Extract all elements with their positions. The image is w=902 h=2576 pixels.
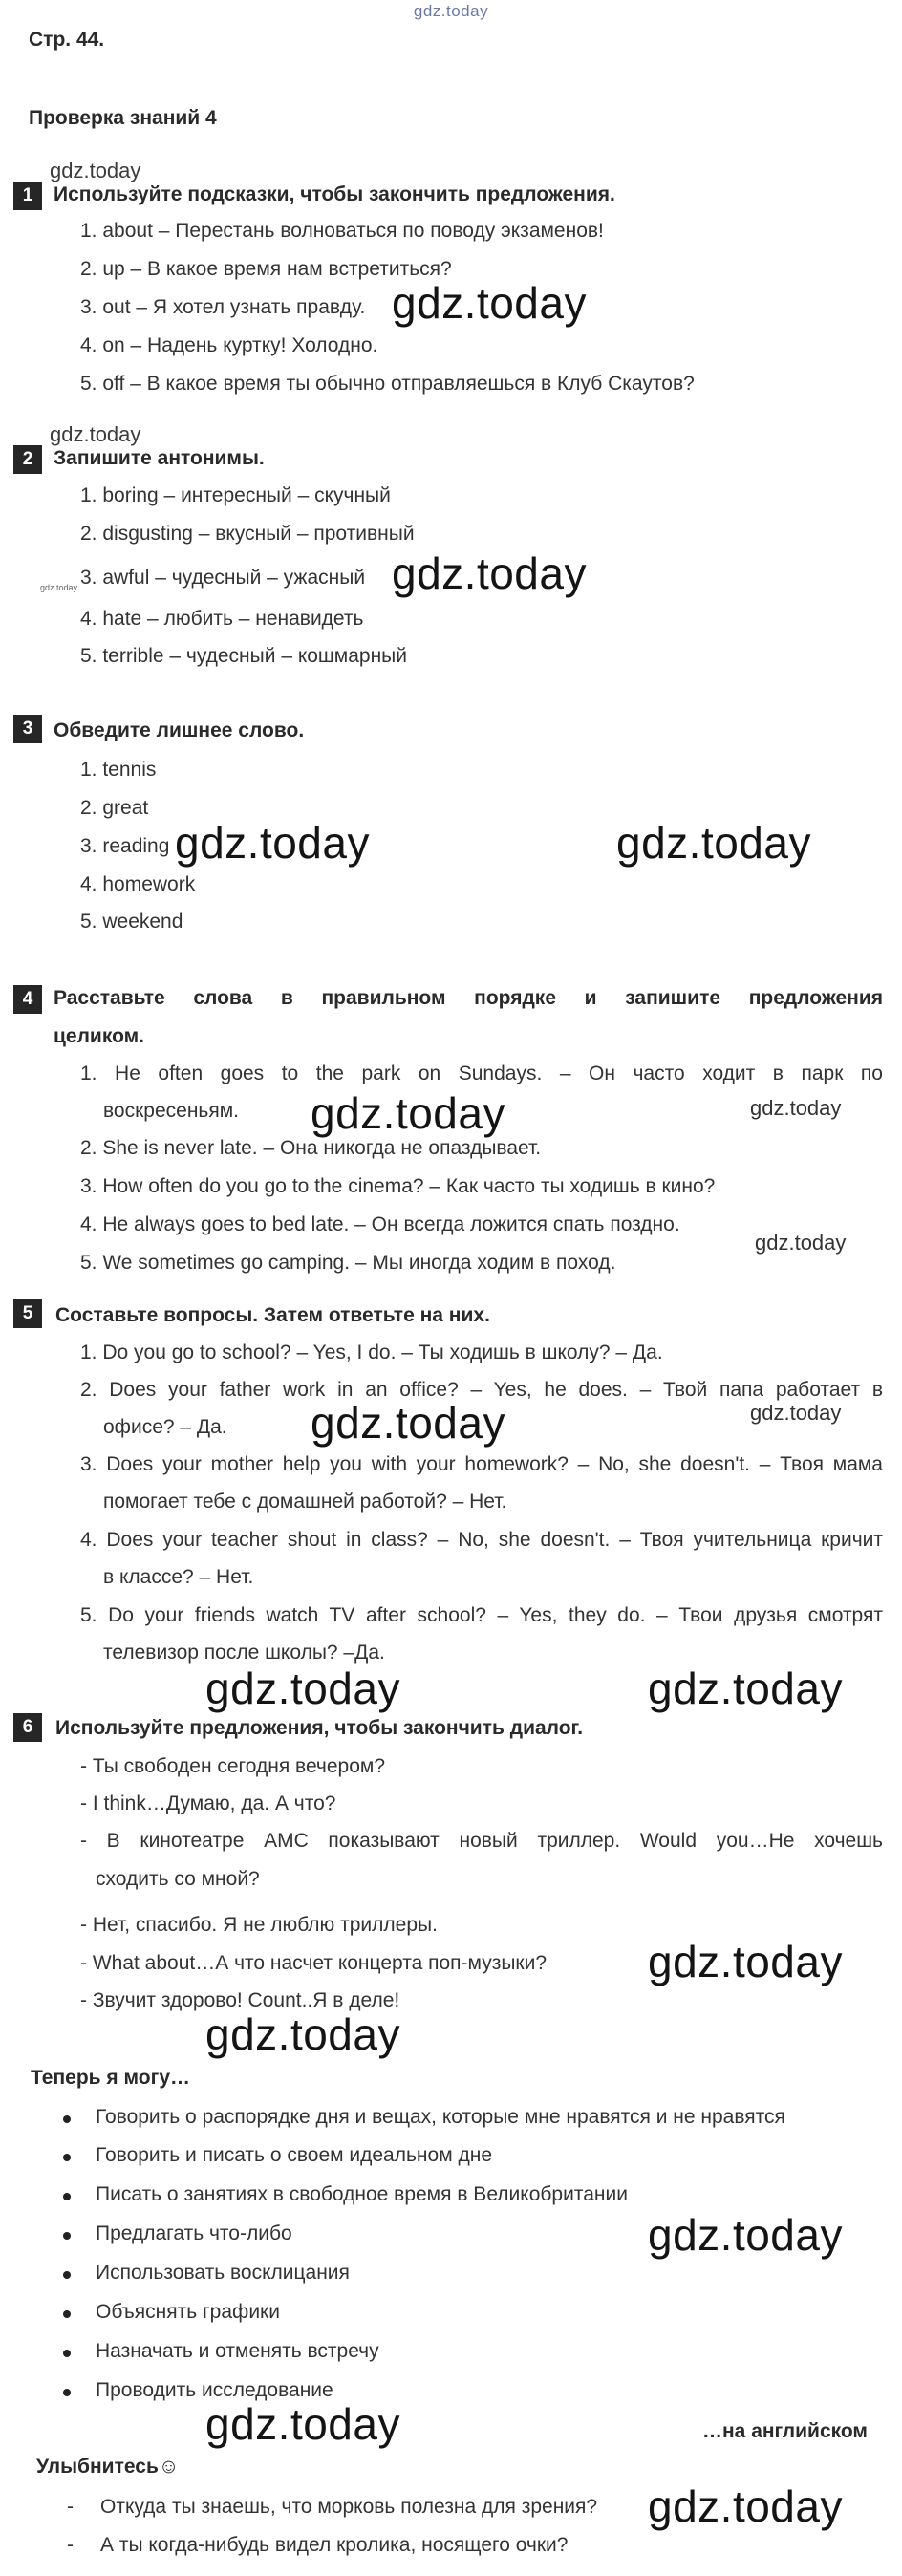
exercise-1-item-5: 5. off – В какое время ты обычно отправляешься в Клуб Скаутов? [80, 373, 695, 395]
can-do-item-6: Объяснять графики [96, 2301, 280, 2323]
exercise-4-number: 4 [13, 985, 42, 1014]
can-do-item-2: Говорить и писать о своем идеальном дне [96, 2144, 493, 2166]
exercise-1-number: 1 [13, 182, 42, 210]
exercise-2-item-2: 2. disgusting – вкусный – противный [80, 523, 415, 545]
exercise-5-item-4-line-2: в классе? – Нет. [103, 1566, 254, 1588]
exercise-4-item-3: 3. How often do you go to the cinema? – Как часто ты ходишь в кино? [80, 1175, 716, 1197]
watermark: gdz.today [50, 422, 141, 446]
bullet-icon [63, 2154, 71, 2161]
watermark: gdz.today [50, 159, 141, 182]
exercise-4-item-4: 4. He always goes to bed late. – Он всегда ложится спать поздно. [80, 1213, 680, 1235]
exercise-4-item-2: 2. She is never late. – Она никогда не опаздывает. [80, 1137, 542, 1159]
page-number: Стр. 44. [29, 29, 105, 51]
can-do-item-5: Использовать восклицания [96, 2262, 350, 2284]
exercise-4-title-line-1: Расставьте слова в правильном порядке и запишите предложения [54, 987, 883, 1009]
watermark: gdz.today [648, 1664, 843, 1713]
exercise-3-item-3: 3. reading [80, 835, 170, 857]
exercise-6-title: Используйте предложения, чтобы закончить диалог. [55, 1717, 584, 1739]
exercise-3-number: 3 [13, 715, 42, 743]
watermark: gdz.today [205, 2009, 400, 2059]
watermark: gdz.today [648, 1937, 843, 1986]
watermark: gdz.today [311, 1088, 505, 1138]
exercise-2-item-1: 1. boring – интересный – скучный [80, 484, 391, 506]
bullet-icon [63, 2310, 71, 2318]
exercise-3-item-1: 1. tennis [80, 759, 157, 781]
watermark: gdz.today [205, 1664, 400, 1713]
watermark: gdz.today [311, 1398, 505, 1448]
dialog-line-5: - What about…А что насчет концерта поп-музыки? [80, 1952, 548, 1974]
exercise-5-item-1: 1. Do you go to school? – Yes, I do. – Ты ходишь в школу? – Да. [80, 1342, 663, 1363]
page-heading: Проверка знаний 4 [29, 107, 217, 129]
bullet-icon [63, 2193, 71, 2200]
smile-title: Улыбнитесь☺ [36, 2456, 180, 2478]
exercise-2-title: Запишите антонимы. [54, 447, 265, 469]
exercise-5-item-5-line-1: 5. Do your friends watch TV after school? – Yes, they do. – Твои друзья смотрят [80, 1604, 883, 1626]
exercise-2-item-4: 4. hate – любить – ненавидеть [80, 608, 364, 630]
dialog-line-6: - Звучит здорово! Count..Я в деле! [80, 1989, 400, 2011]
exercise-5-item-5-line-2: телевизор после школы? –Да. [103, 1642, 385, 1664]
exercise-1-title: Используйте подсказки, чтобы закончить предложения. [54, 183, 615, 205]
watermark: gdz.today [40, 583, 78, 592]
dialog-line-1: - Ты свободен сегодня вечером? [80, 1755, 386, 1777]
smile-item-2: А ты когда-нибудь видел кролика, носящего очки? [100, 2534, 569, 2556]
exercise-5-title: Составьте вопросы. Затем ответьте на них. [55, 1304, 490, 1326]
exercise-5-item-3-line-2: помогает тебе с домашней работой? – Нет. [103, 1491, 507, 1513]
dash-marker: - [67, 2534, 74, 2556]
can-do-item-3: Писать о занятиях в свободное время в Великобритании [96, 2183, 628, 2205]
bullet-icon [63, 2350, 71, 2357]
can-do-item-4: Предлагать что-либо [96, 2222, 292, 2244]
bullet-icon [63, 2232, 71, 2240]
exercise-4-item-1-line-1: 1. He often goes to the park on Sundays. – Он часто ходит в парк по [80, 1063, 883, 1084]
watermark: gdz.today [648, 2210, 843, 2260]
exercise-6-number: 6 [13, 1713, 42, 1742]
site-header-logo: gdz.today [413, 2, 489, 20]
can-do-title: Теперь я могу… [31, 2067, 190, 2089]
exercise-5-item-4-line-1: 4. Does your teacher shout in class? – No, she doesn't. – Твоя учительница кричит [80, 1529, 883, 1551]
exercise-3-item-4: 4. homework [80, 873, 196, 895]
watermark: gdz.today [750, 1096, 842, 1120]
can-do-item-8: Проводить исследование [96, 2379, 333, 2401]
exercise-2-item-5: 5. terrible – чудесный – кошмарный [80, 645, 407, 667]
watermark: gdz.today [616, 818, 811, 868]
can-do-item-1: Говорить о распорядке дня и вещах, которые мне нравятся и не нравятся [96, 2106, 785, 2128]
watermark: gdz.today [750, 1401, 842, 1425]
can-do-item-7: Назначать и отменять встречу [96, 2340, 379, 2362]
watermark: gdz.today [175, 818, 370, 868]
exercise-5-number: 5 [13, 1299, 42, 1328]
watermark: gdz.today [205, 2399, 400, 2449]
exercise-3-item-2: 2. great [80, 797, 149, 819]
watermark: gdz.today [755, 1231, 847, 1255]
can-do-footer: …на английском [702, 2420, 868, 2442]
dialog-line-4: - Нет, спасибо. Я не люблю триллеры. [80, 1914, 438, 1936]
exercise-4-item-5: 5. We sometimes go camping. – Мы иногда ходим в поход. [80, 1252, 616, 1274]
dash-marker: - [67, 2496, 74, 2518]
watermark: gdz.today [392, 548, 587, 598]
exercise-2-number: 2 [13, 445, 42, 474]
watermark: gdz.today [392, 278, 587, 328]
exercise-1-item-4: 4. on – Надень куртку! Холодно. [80, 334, 378, 356]
exercise-1-item-1: 1. about – Перестань волноваться по поводу экзаменов! [80, 220, 604, 242]
exercise-1-item-2: 2. up – В какое время нам встретиться? [80, 258, 452, 280]
exercise-3-title: Обведите лишнее слово. [54, 719, 305, 741]
exercise-4-item-1-line-2: воскресеньям. [103, 1100, 240, 1122]
bullet-icon [63, 2115, 71, 2123]
smile-item-1: Откуда ты знаешь, что морковь полезна для зрения? [100, 2496, 598, 2518]
exercise-5-item-2-line-2: офисе? – Да. [103, 1416, 227, 1438]
exercise-5-item-3-line-1: 3. Does your mother help you with your homework? – No, she doesn't. – Твоя мама [80, 1453, 883, 1475]
exercise-5-item-2-line-1: 2. Does your father work in an office? – Yes, he does. – Твой папа работает в [80, 1379, 883, 1401]
exercise-2-item-3: 3. awful – чудесный – ужасный [80, 567, 366, 589]
dialog-line-2: - I think…Думаю, да. А что? [80, 1792, 336, 1814]
dialog-line-3a: - В кинотеатре АМС показывают новый триллер. Would you…Не хочешь [80, 1830, 883, 1852]
exercise-4-title-line-2: целиком. [54, 1025, 144, 1047]
exercise-1-item-3: 3. out – Я хотел узнать правду. [80, 296, 366, 318]
dialog-line-3b: сходить со мной? [96, 1868, 260, 1890]
bullet-icon [63, 2271, 71, 2279]
watermark: gdz.today [648, 2481, 843, 2531]
exercise-3-item-5: 5. weekend [80, 911, 183, 933]
bullet-icon [63, 2389, 71, 2396]
